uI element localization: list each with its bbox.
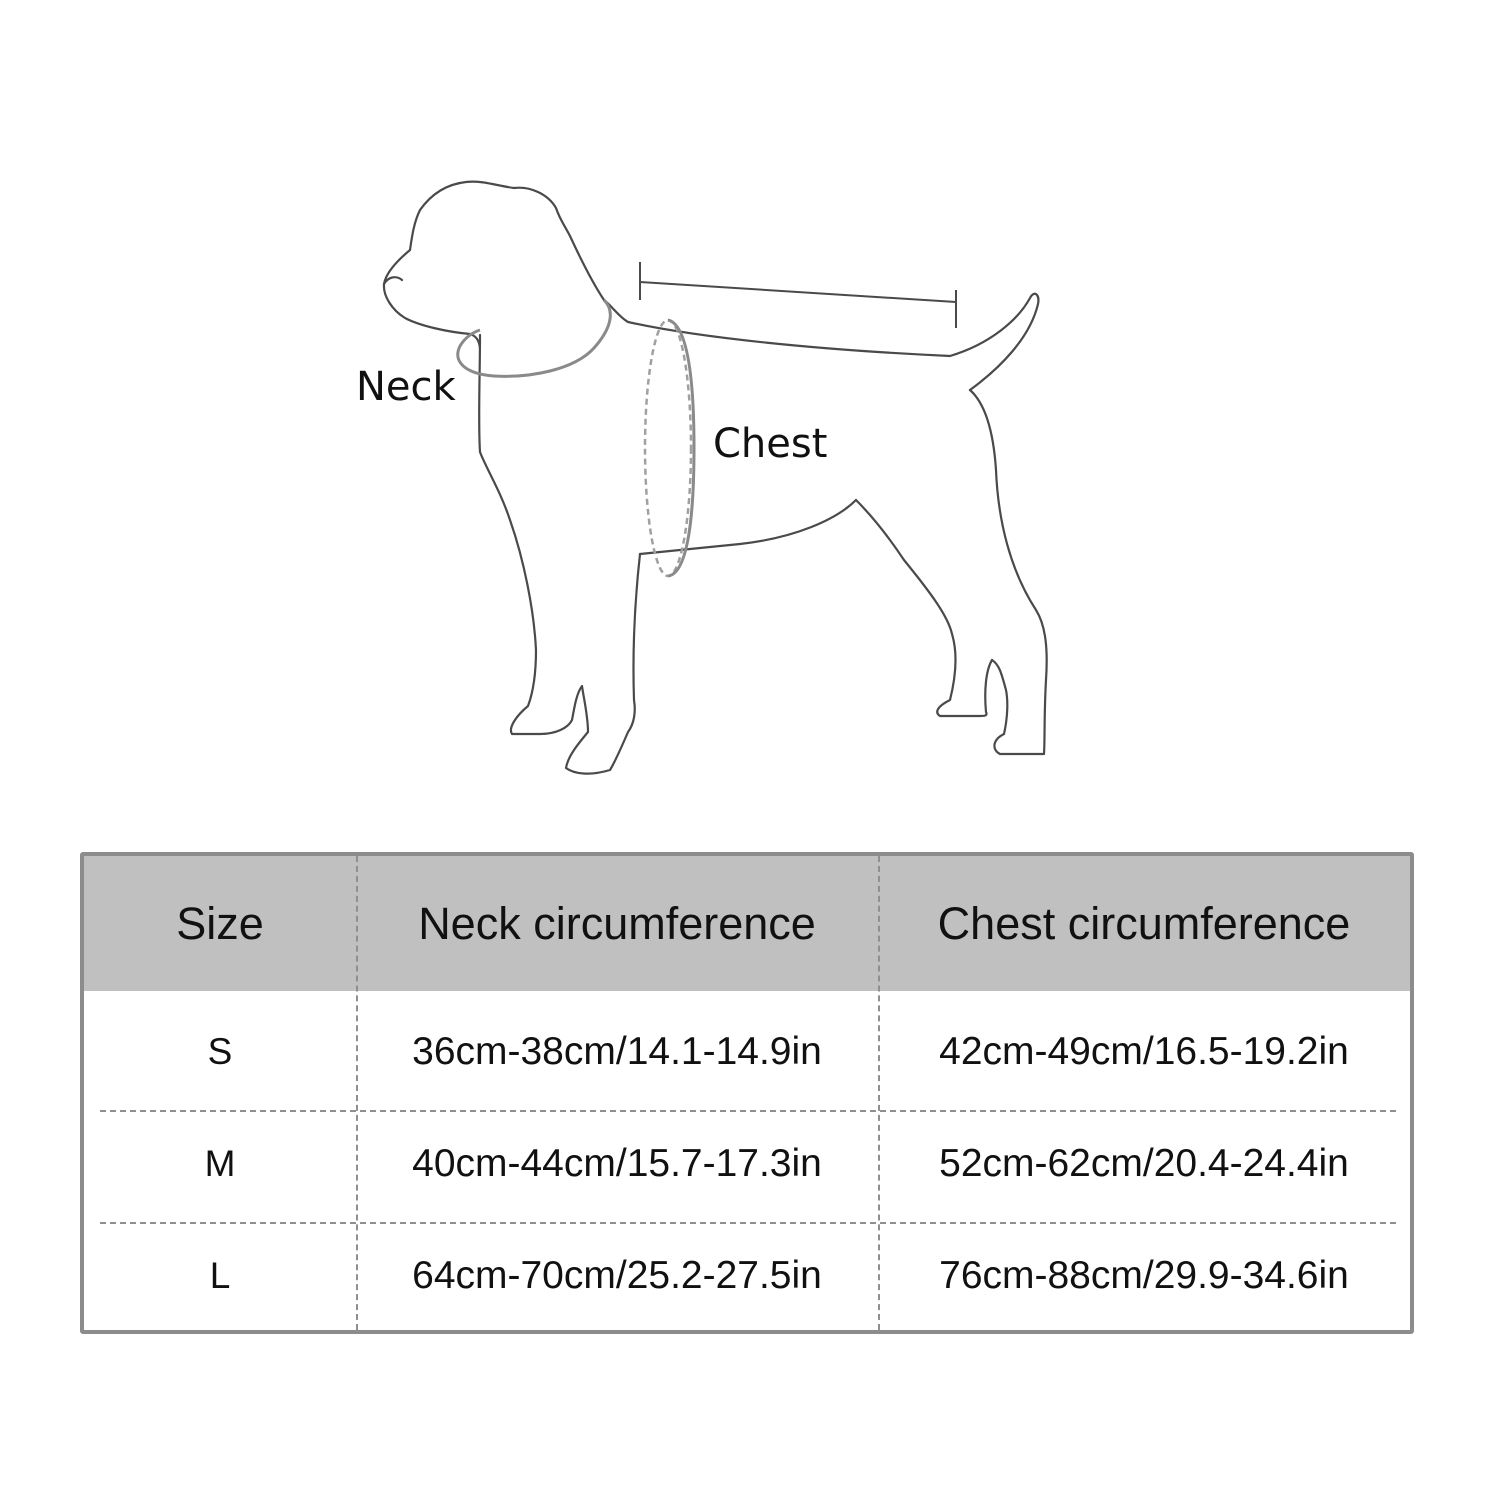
row-divider	[100, 1222, 1396, 1224]
dog-head-outline	[384, 182, 604, 334]
neck-cell: 36cm-38cm/14.1-14.9in	[412, 1030, 822, 1073]
chest-measure-ring-back	[645, 320, 691, 576]
column-divider	[356, 856, 358, 1330]
neck-label: Neck	[356, 364, 456, 410]
chest-cell: 52cm-62cm/20.4-24.4in	[939, 1142, 1349, 1185]
table-header-row	[84, 856, 1410, 991]
header-chest-circumference: Chest circumference	[937, 898, 1351, 949]
row-divider	[100, 1110, 1396, 1112]
size-cell: L	[209, 1255, 231, 1296]
dog-hind-leg-outline	[970, 390, 1047, 754]
chest-cell: 42cm-49cm/16.5-19.2in	[939, 1030, 1349, 1073]
neck-cell: 64cm-70cm/25.2-27.5in	[412, 1254, 822, 1297]
size-chart-table	[80, 852, 1414, 1334]
size-cell: M	[204, 1143, 236, 1184]
neck-cell: 40cm-44cm/15.7-17.3in	[412, 1142, 822, 1185]
size-cell: S	[207, 1031, 233, 1072]
header-size: Size	[176, 898, 264, 949]
back-length-line	[640, 282, 956, 302]
chest-cell: 76cm-88cm/29.9-34.6in	[939, 1254, 1349, 1297]
dog-neck-front-outline	[470, 334, 480, 348]
dog-front-leg-outline	[479, 335, 640, 774]
table-row	[84, 996, 1410, 1108]
table-row	[84, 1220, 1410, 1332]
chest-label: Chest	[713, 421, 828, 467]
header-neck-circumference: Neck circumference	[418, 898, 816, 949]
dog-hind-inner-leg-outline	[856, 500, 992, 716]
dog-belly-outline	[640, 500, 856, 554]
dog-back-outline	[604, 294, 1038, 390]
column-divider	[878, 856, 880, 1330]
table-row	[84, 1108, 1410, 1220]
